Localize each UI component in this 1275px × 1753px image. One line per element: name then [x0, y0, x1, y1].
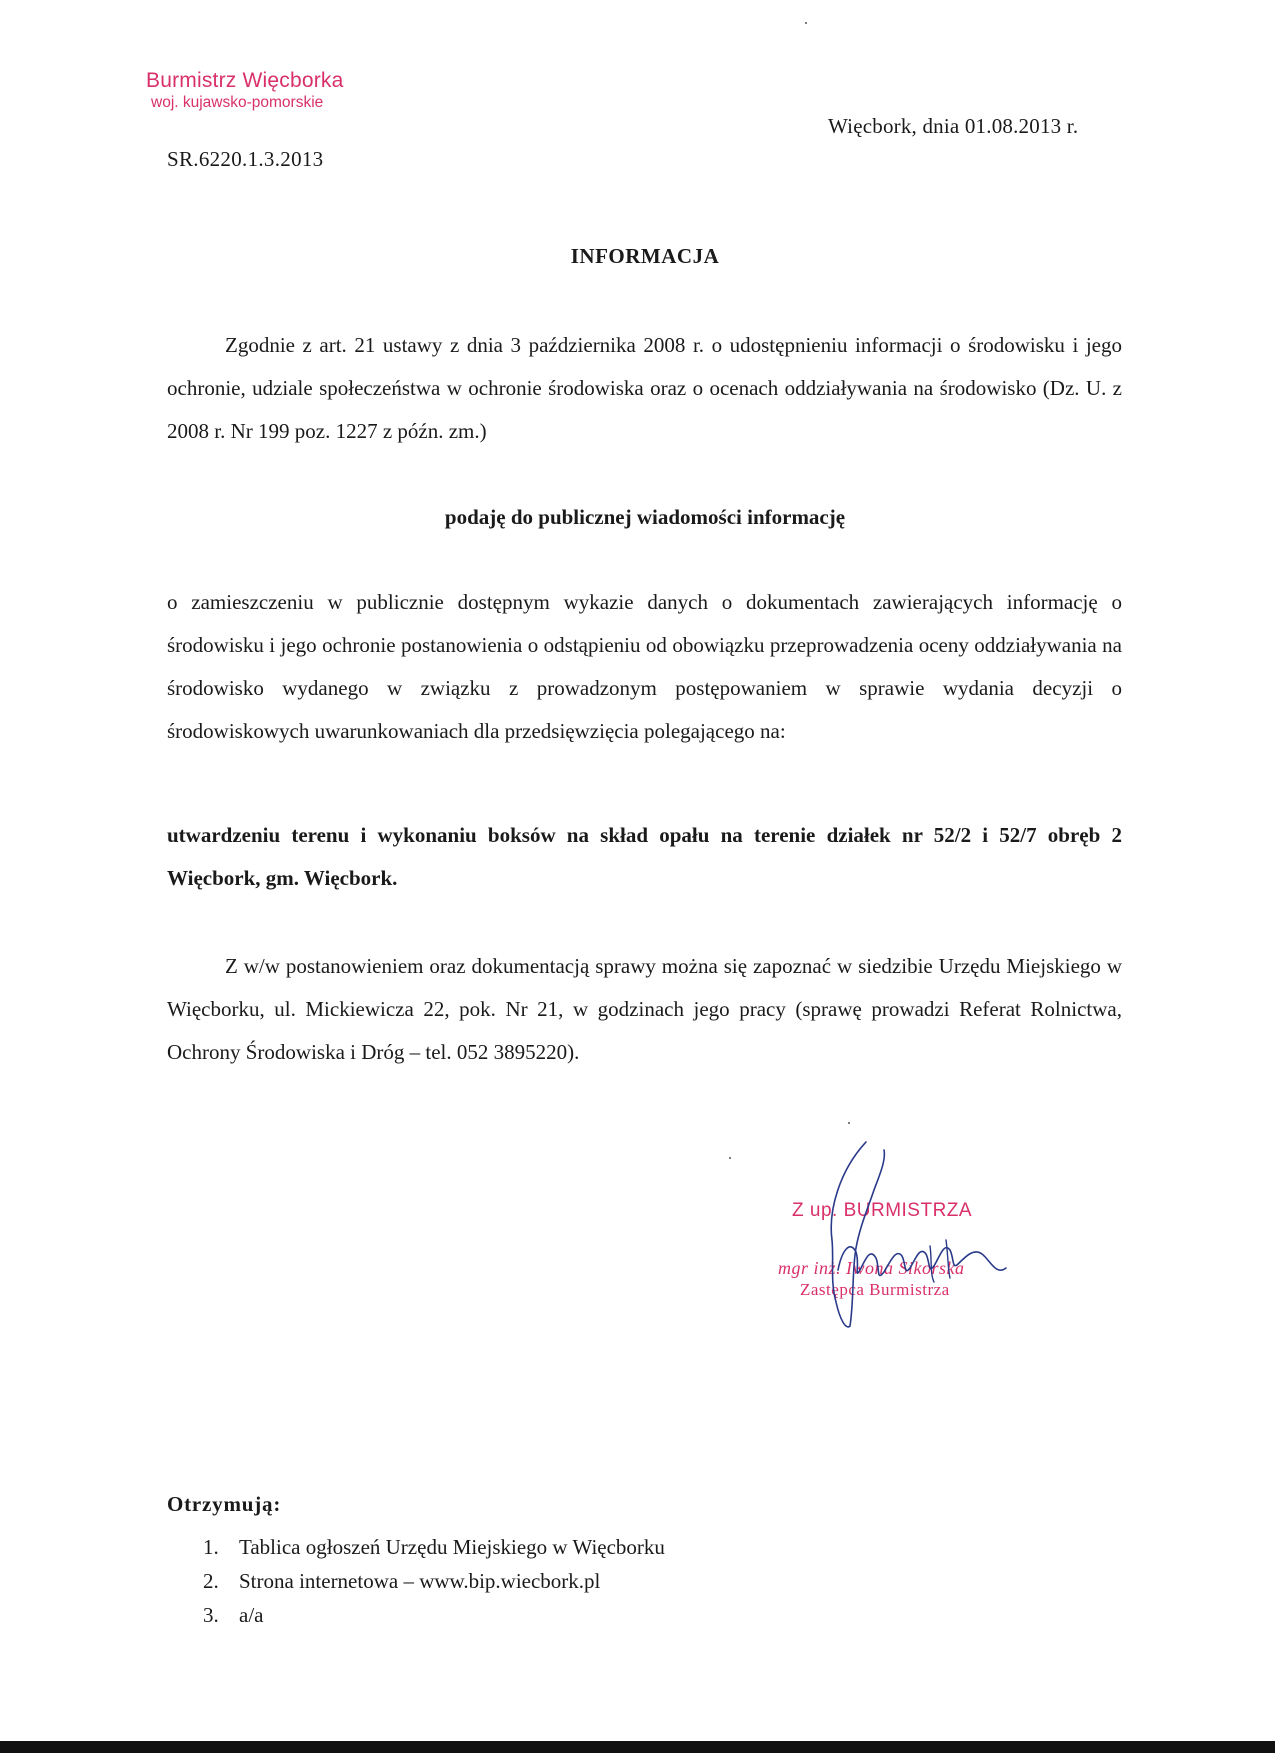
signatory-name: mgr inż. Iwona Sikorska [778, 1258, 965, 1278]
signature-block [770, 1130, 1070, 1340]
scan-speck [729, 1157, 731, 1159]
list-item [203, 1530, 665, 1564]
stamp-title: Burmistrz Więcborka [146, 69, 344, 92]
intro-paragraph: Zgodnie z art. 21 ustawy z dnia 3 października 2008 r. o udostępnieniu informacji o środowisku i jego ochronie, udziale społeczeństwa w ochronie środowiska oraz o ocenach oddziaływania na środowisko (Dz. U. z 2008 r. Nr 199 poz. 1227 z późn. zm.) [167, 333, 1122, 443]
list-item-text: Strona internetowa – www.bip.wiecbork.pl [239, 1569, 601, 1593]
public-notice-heading: podaję do publicznej wiadomości informację [444, 505, 846, 529]
details-paragraph: o zamieszczeniu w publicznie dostępnym wykazie danych o dokumentach zawierających informację o środowisku i jego ochronie postanowienia o odstąpieniu od obowiązku przeprowadzenia oceny oddziaływania na środowisko wydanego w związku z prowadzonym postępowaniem w sprawie wydania decyzji o środowiskowych uwarunkowaniach dla przedsięwzięcia polegającego na: [167, 590, 1122, 743]
project-description: utwardzeniu terenu i wykonaniu boksów na skład opału na terenie działek nr 52/2 i 52/7 obręb 2 Więcbork, gm. Więcbork. [167, 823, 1122, 890]
recipients-heading: Otrzymują: [167, 1492, 282, 1516]
list-item-number: 1. [203, 1535, 219, 1559]
list-item-text: Tablica ogłoszeń Urzędu Miejskiego w Więcborku [239, 1535, 665, 1559]
document-title: INFORMACJA [570, 244, 720, 268]
list-item [203, 1598, 665, 1632]
place-and-date: Więcbork, dnia 01.08.2013 r. [828, 114, 1079, 138]
signature-authority: Z up. BURMISTRZA [792, 1200, 973, 1221]
stamp-region: woj. kujawsko-pomorskie [151, 94, 324, 111]
access-paragraph: Z w/w postanowieniem oraz dokumentacją sprawy można się zapoznać w siedzibie Urzędu Miejskiego w Więcborku, ul. Mickiewicza 22, pok. Nr 21, w godzinach jego pracy (sprawę prowadzi Referat Rolnictwa, Ochrony Środowiska i Dróg – tel. 052 3895220). [167, 954, 1122, 1064]
scan-speck [805, 22, 807, 24]
list-item-text: a/a [239, 1603, 264, 1627]
reference-number: SR.6220.1.3.2013 [167, 147, 324, 171]
list-item [203, 1564, 665, 1598]
scan-speck [848, 1122, 850, 1124]
list-item-number: 3. [203, 1603, 219, 1627]
list-item-number: 2. [203, 1569, 219, 1593]
office-stamp [146, 70, 344, 111]
scan-bottom-edge [0, 1741, 1275, 1753]
handwritten-signature [770, 1130, 1070, 1340]
recipients-list [203, 1530, 665, 1632]
signatory-position: Zastępca Burmistrza [800, 1280, 950, 1299]
